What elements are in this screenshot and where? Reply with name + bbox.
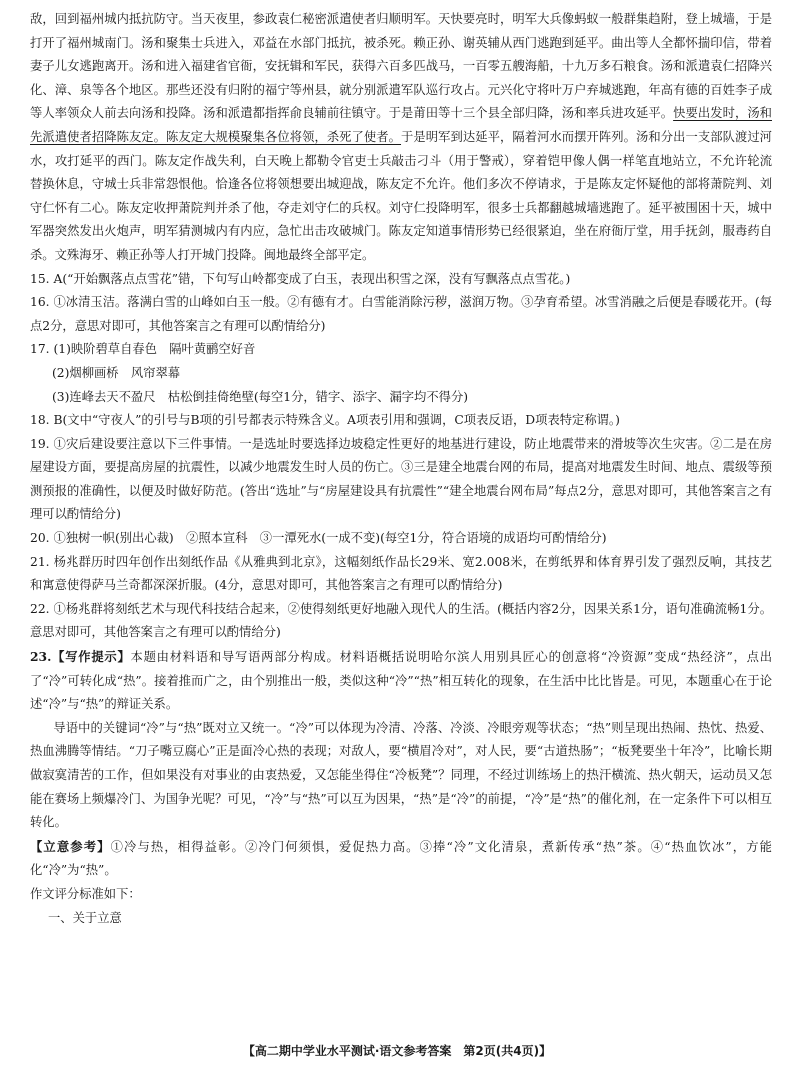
- answer-17-3: (3)连峰去天不盈尺 枯松倒挂倚绝壁(每空1分，错字、添字、漏字均不得分): [52, 389, 469, 404]
- answer-21: 21. 杨兆群历时四年创作出刻纸作品《从雅典到北京》，这幅刻纸作品长29米、宽2.008米，在剪纸界和体育界引发了强烈反响，其技艺和寓意使得萨马兰奇都深深折服。(4分，意思对即可，其他答案言之有理可以酌情给分): [30, 554, 772, 593]
- answer-22: 22. ①杨兆群将刻纸艺术与现代科技结合起来，②使得刻纸更好地融入现代人的生活。(概括内容2分，因果关系1分，语句准确流畅1分。意思对即可，其他答案言之有理可以酌情给分): [30, 601, 772, 640]
- writing-hint-label: 23.【写作提示】: [30, 649, 131, 665]
- grading-item-1: 一、关于立意: [48, 910, 122, 925]
- passage-text-2: 于是明军到达延平，隔着河水而摆开阵列。汤和分出一支部队渡过河水，攻打延平的西门。陈友定作战失利，白天晚上都勒令官吏士兵敲击刁斗（用于警戒），穿着铠甲像人偶一样笔直地站立，不允许轮流替换休息，守城士兵非常怨恨他。恰逢各位将领想要出城迎战，陈友定不允许。他们多次不停请求，于是陈友定怀疑他的部将萧院判、刘守仁怀有二心。陈友定收押萧院判并杀了他，夺走刘守仁的兵权。刘守仁投降明军，很多士兵都翻越城墙逃跑了。延平被围困十天，城中军器突然发出火炮声，明军猜测城内有内应，急忙出击攻破城门。陈友定知道事情形势已经很紧迫，坐在府衙厅堂，用手抚剑，服毒药自杀。文殊海牙、赖正孙等人打开城门投降。闽地最终全部平定。: [30, 129, 772, 262]
- passage-underlined-sentence: 快要出发时，汤和先派遣使者招降陈友定。陈友定大规模聚集各位将领，杀死了使者。: [30, 106, 772, 144]
- answer-17-1: 17. (1)映阶碧草自春色 隔叶黄鹂空好音: [30, 342, 256, 357]
- reference-label: 【立意参考】: [30, 838, 111, 854]
- answer-content: [30, 8, 772, 930]
- answer-23-analysis: 导语中的关键词“冷”与“热”既对立又统一。“冷”可以体现为冷清、冷落、冷淡、冷眼旁观等状态；“热”则呈现出热闹、热忱、热爱、热血沸腾等情结。“刀子嘴豆腐心”正是面冷心热的表现；对敌人，要“横眉冷对”，对人民，要“古道热肠”；“板凳要坐十年冷”，比喻长期做寂寞清苦的工作，但如果没有对事业的由衷热爱，又怎能坐得住“冷板凳”？同理，不经过训练场上的热汗横流、热火朝天，运动员又怎能在赛场上频爆冷门、为国争光呢？可见，“冷”与“热”可以互为因果，“热”是“冷”的前提，“冷”是“热”的催化剂，在一定条件下可以相互转化。: [30, 720, 772, 830]
- answer-17-2: (2)烟柳画桥 风帘翠幕: [52, 365, 181, 380]
- answer-23-hint: [30, 645, 772, 717]
- translation-passage: [30, 8, 772, 268]
- passage-text-1: 敌，回到福州城内抵抗防守。当天夜里，参政袁仁秘密派遣使者归顺明军。天快要亮时，明军大兵像蚂蚁一般群集趋附，登上城墙，于是打开了福州城南门。汤和聚集士兵进入，邓益在水部门抵抗，被杀死。赖正孙、谢英辅从西门逃跑到延平。曲出等人全都怀揣印信，带着妻子儿女逃跑离开。汤和进入福建省官衙，安抚辑和军民，获得六百多匹战马，一百零五艘海船，十九万多石粮食。汤和派遣袁仁招降兴化、漳、泉等各个地区。那些还没有归附的福宁等州县，就分别派遣军队巡行攻占。元兴化守将叶万户弃城逃跑，年高有德的百姓李子成等人率领众人前去向汤和投降。汤和派遣都指挥俞良辅前往镇守。于是莆田等十三个县全部归降，汤和率兵进攻延平。: [30, 12, 772, 121]
- answer-18: 18. B(文中“守夜人”的引号与B项的引号都表示特殊含义。A项表引用和强调，C项表反语，D项表特定称谓。): [30, 413, 620, 428]
- answer-15: 15. A(“开始飘落点点雪花”错，下句写山岭都变成了白玉，表现出积雪之深，没有写飘落点点雪花。): [30, 271, 571, 286]
- answer-23-reference: [30, 835, 772, 883]
- answer-20: 20. ①独树一帜(别出心裁) ②照本宣科 ③一潭死水(一成不变)(每空1分，符合语境的成语均可酌情给分): [30, 531, 607, 546]
- writing-hint-text: 本题由材料语和导写语两部分构成。材料语概括说明哈尔滨人用别具匠心的创意将“冷资源”变成“热经济”，点出了“冷”可转化成“热”。接着推而广之，由个别推出一般，类似这种“冷”“热”相互转化的现象，在生活中比比皆是。可见，本题重心在于论述“冷”与“热”的辩证关系。: [30, 650, 772, 712]
- page-footer: 【高二期中学业水平测试·语文参考答案 第2页(共4页)】: [242, 1044, 552, 1058]
- reference-text: ①冷与热，相得益彰。②冷门何须惧，爱促热力高。③捧“冷”文化清泉，煮新传承“热”茶。④“热血饮冰”，方能化“冷”为“热”。: [30, 839, 772, 878]
- answer-16: 16. ①冰清玉洁。落满白雪的山峰如白玉一般。②有德有才。白雪能消除污秽，滋润万物。③孕育希望。冰雪消融之后便是春暖花开。(每点2分，意思对即可，其他答案言之有理可以酌情给分): [30, 295, 772, 333]
- answer-19: 19. ①灾后建设要注意以下三件事情。一是选址时要选择边坡稳定性更好的地基进行建设，防止地震带来的滑坡等次生灾害。②二是在房屋建设方面，要提高房屋的抗震性，以减少地震发生时人员的伤亡。③三是建全地震台网的布局，提高对地震发生时间、地点、震级等预测预报的准确性，以便及时做好防范。(答出“选址”与“房屋建设具有抗震性”“建全地震台网布局”每点2分，意思对即可，其他答案言之有理可以酌情给分): [30, 436, 772, 522]
- grading-title: 作文评分标准如下：: [30, 886, 141, 901]
